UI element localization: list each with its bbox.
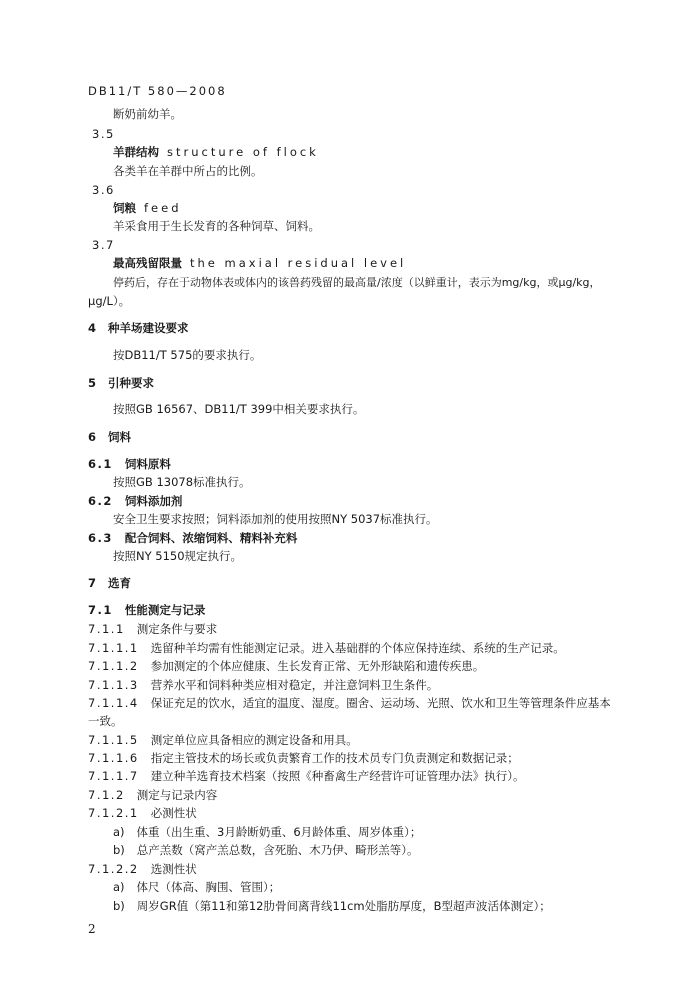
list-item xyxy=(113,843,419,857)
page-number: 2 xyxy=(88,922,96,936)
heading-title: 配合饲料、浓缩饲料、精料补充料 xyxy=(124,531,298,545)
clause-text: 指定主管技术的场长或负责繁育工作的技术员专门负责测定和数据记录； xyxy=(150,751,519,765)
heading-number: 6.1 xyxy=(88,457,113,471)
clause-number: 7.1.1.3 xyxy=(88,678,139,692)
clause xyxy=(88,678,438,692)
definition: 停药后，存在于动物体表或体内的该兽药残留的最高量/浓度（以鲜重计，表示为mg/kg，或μg/kg， xyxy=(113,276,601,289)
clause-text: 选留种羊均需有性能测定记录。进入基础群的个体应保持连续、系统的生产记录。 xyxy=(150,641,565,655)
term-zh: 最高残留限量 xyxy=(113,256,182,270)
clause-text: 保证充足的饮水，适宜的温度、湿度。圈舍、运动场、光照、饮水和卫生等管理条件应基本 xyxy=(150,696,611,710)
section-number: 3.6 xyxy=(92,183,115,197)
definition: 羊采食用于生长发育的各种饲草、饲料。 xyxy=(113,219,320,233)
clause-number: 7.1.2.1 xyxy=(88,806,139,820)
section-heading xyxy=(88,321,189,335)
clause-number: 7.1.1.2 xyxy=(88,659,139,673)
heading-title: 饲料 xyxy=(108,430,132,444)
list-label: a) xyxy=(113,880,125,894)
term-line xyxy=(113,201,182,215)
subsection-heading xyxy=(88,603,205,617)
heading-title: 性能测定与记录 xyxy=(124,603,206,617)
heading-number: 6.2 xyxy=(88,494,113,508)
clause-text: 营养水平和饲料种类应相对稳定，并注意饲料卫生条件。 xyxy=(150,678,439,692)
clause-heading xyxy=(88,788,217,802)
clause-heading xyxy=(88,862,197,876)
subsection-heading xyxy=(88,457,171,471)
document-code: DB11/T 580—2008 xyxy=(88,84,227,98)
body-text: 按DB11/T 575的要求执行。 xyxy=(113,348,262,362)
term-en: feed xyxy=(144,201,182,215)
clause-cont: 一致。 xyxy=(88,714,123,728)
clause-number: 7.1.1.7 xyxy=(88,769,139,783)
term-line xyxy=(113,256,406,270)
clause-number: 7.1.1.5 xyxy=(88,733,139,747)
heading-number: 5 xyxy=(88,376,97,390)
body-text: 按照GB 13078标准执行。 xyxy=(113,475,251,489)
clause-heading xyxy=(88,622,217,636)
clause-text: 建立种羊选育技术档案（按照《种畜禽生产经营许可证管理办法》执行）。 xyxy=(150,769,525,783)
list-label: b) xyxy=(113,899,125,913)
section-number: 3.7 xyxy=(92,238,115,252)
section-heading xyxy=(88,576,131,590)
heading-number: 7.1 xyxy=(88,603,113,617)
list-item xyxy=(113,825,421,839)
heading-title: 饲料添加剂 xyxy=(124,494,183,508)
heading-title: 饲料原料 xyxy=(124,457,171,471)
term-en: structure of flock xyxy=(167,145,319,159)
list-text: 周岁GR值（第11和第12肋骨间离背线11cm处脂肪厚度，B型超声波活体测定）； xyxy=(136,899,551,913)
clause-text: 参加测定的个体应健康、生长发育正常、无外形缺陷和遗传疾患。 xyxy=(150,659,485,673)
section-number: 3.5 xyxy=(92,127,115,141)
heading-number: 4 xyxy=(88,321,97,335)
list-text: 总产羔数（窝产羔总数，含死胎、木乃伊、畸形羔等）。 xyxy=(136,843,419,857)
clause-number: 7.1.1 xyxy=(88,622,125,636)
section-heading xyxy=(88,376,154,390)
definition-cont: μg/L）。 xyxy=(88,294,131,308)
list-label: b) xyxy=(113,843,125,857)
clause-heading xyxy=(88,806,197,820)
clause-title: 测定与记录内容 xyxy=(136,788,218,802)
definition: 各类羊在羊群中所占的比例。 xyxy=(113,164,263,178)
heading-title: 选育 xyxy=(108,576,132,590)
list-text: 体尺（体高、胸围、管围）； xyxy=(136,880,281,894)
term-zh: 饲粮 xyxy=(113,201,136,215)
clause xyxy=(88,751,519,765)
text-line: 断奶前幼羊。 xyxy=(113,107,182,121)
clause-number: 7.1.1.4 xyxy=(88,696,139,710)
heading-number: 7 xyxy=(88,576,97,590)
list-text: 体重（出生重、3月龄断奶重、6月龄体重、周岁体重）； xyxy=(136,825,422,839)
clause-number: 7.1.2.2 xyxy=(88,862,139,876)
heading-title: 种羊场建设要求 xyxy=(108,321,189,335)
clause-text: 测定单位应具备相应的测定设备和用具。 xyxy=(150,733,358,747)
list-label: a) xyxy=(113,825,125,839)
term-line xyxy=(113,145,319,159)
clause xyxy=(88,641,565,655)
clause xyxy=(88,696,611,710)
body-text: 按照GB 16567、DB11/T 399中相关要求执行。 xyxy=(113,402,365,416)
clause-number: 7.1.1.1 xyxy=(88,641,139,655)
term-en: the maxial residual level xyxy=(190,256,407,270)
clause xyxy=(88,733,358,747)
clause xyxy=(88,659,484,673)
list-item xyxy=(113,899,551,913)
clause-number: 7.1.1.6 xyxy=(88,751,139,765)
body-text: 按照NY 5150规定执行。 xyxy=(113,549,243,563)
heading-number: 6.3 xyxy=(88,531,113,545)
section-heading xyxy=(88,430,131,444)
clause-title: 测定条件与要求 xyxy=(136,622,218,636)
list-item xyxy=(113,880,280,894)
heading-title: 引种要求 xyxy=(108,376,155,390)
clause xyxy=(88,769,524,783)
clause-title: 必测性状 xyxy=(150,806,197,820)
subsection-heading xyxy=(88,531,297,545)
clause-title: 选测性状 xyxy=(150,862,197,876)
term-zh: 羊群结构 xyxy=(113,145,159,159)
clause-number: 7.1.2 xyxy=(88,788,125,802)
heading-number: 6 xyxy=(88,430,97,444)
body-text: 安全卫生要求按照；饲料添加剂的使用按照NY 5037标准执行。 xyxy=(113,512,438,526)
subsection-heading xyxy=(88,494,182,508)
